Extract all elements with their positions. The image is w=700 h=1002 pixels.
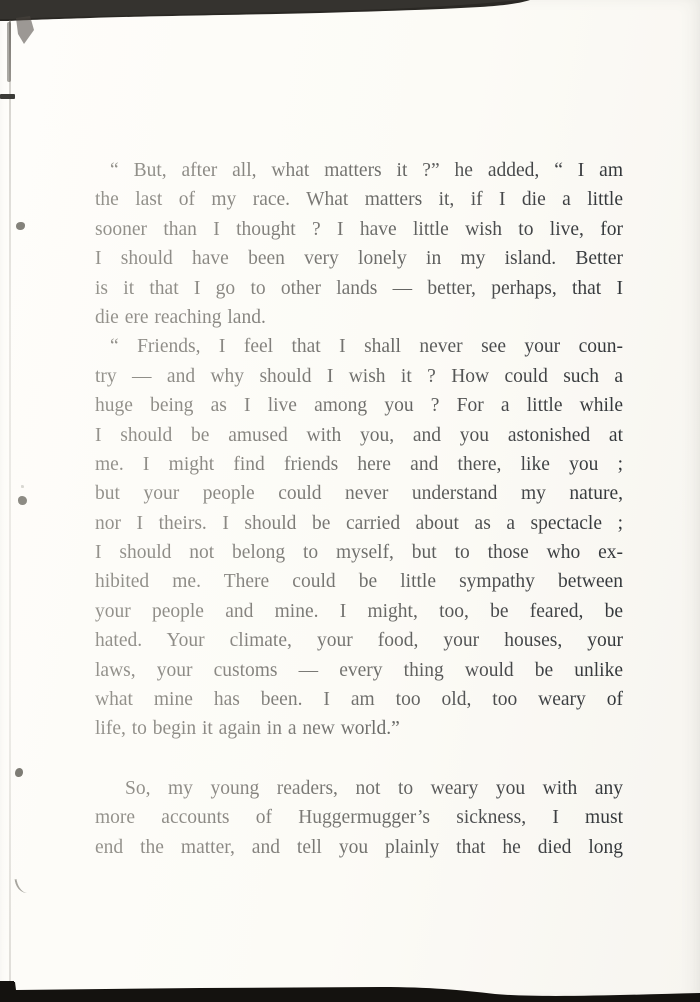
- text-line: me. I might find friends here and there, like you ;: [95, 453, 623, 475]
- spine-line: [9, 20, 11, 982]
- text-line: “ Friends, I feel that I shall never see your coun-: [110, 336, 623, 358]
- text-line: I should be amused with you, and you astonished at: [95, 424, 623, 446]
- text-line: I should have been very lonely in my island. Better: [95, 248, 623, 270]
- text-line: sooner than I thought ? I have little wish to live, for: [95, 218, 623, 240]
- text-line: huge being as I live among you ? For a little while: [95, 395, 623, 417]
- text-line: try — and why should I wish it ? How could such a: [95, 365, 623, 387]
- page-title: THE LAST OF THE HUGGERMUGGERS.: [156, 120, 506, 135]
- text-line: what mine has been. I am too old, too weary of: [95, 689, 623, 711]
- body-text: [95, 156, 623, 862]
- text-line: your people and mine. I might, too, be feared, be: [95, 600, 623, 622]
- text-line: “ But, after all, what matters it ?” he added, “ I am: [110, 160, 623, 181]
- text-line: I should not belong to myself, but to those who ex-: [95, 542, 623, 564]
- text-line: laws, your customs — every thing would be unlike: [95, 659, 623, 681]
- paragraph: [95, 774, 623, 862]
- page-number: 67: [597, 112, 620, 136]
- page-text-area: [95, 112, 623, 862]
- text-line: end the matter, and tell you plainly that he died long: [95, 836, 623, 858]
- paragraph: [95, 332, 623, 743]
- text-line: life, to begin it again in a new world.”: [95, 718, 400, 740]
- text-line: So, my young readers, not to weary you with any: [125, 777, 623, 799]
- text-line: but your people could never understand my nature,: [95, 483, 623, 505]
- text-line: hated. Your climate, your food, your houses, your: [95, 630, 623, 652]
- text-line: more accounts of Huggermugger’s sickness, I must: [95, 807, 623, 829]
- text-line: die ere reaching land.: [95, 306, 266, 328]
- running-head: [95, 112, 623, 142]
- text-line: hibited me. There could be little sympathy between: [95, 571, 623, 593]
- text-line: the last of my race. What matters it, if I die a little: [95, 189, 623, 211]
- text-line: is it that I go to other lands — better, perhaps, that I: [95, 277, 623, 299]
- paragraph: [95, 156, 623, 332]
- text-line: nor I theirs. I should be carried about as a spectacle ;: [95, 512, 623, 534]
- spine-line-top: [7, 22, 11, 82]
